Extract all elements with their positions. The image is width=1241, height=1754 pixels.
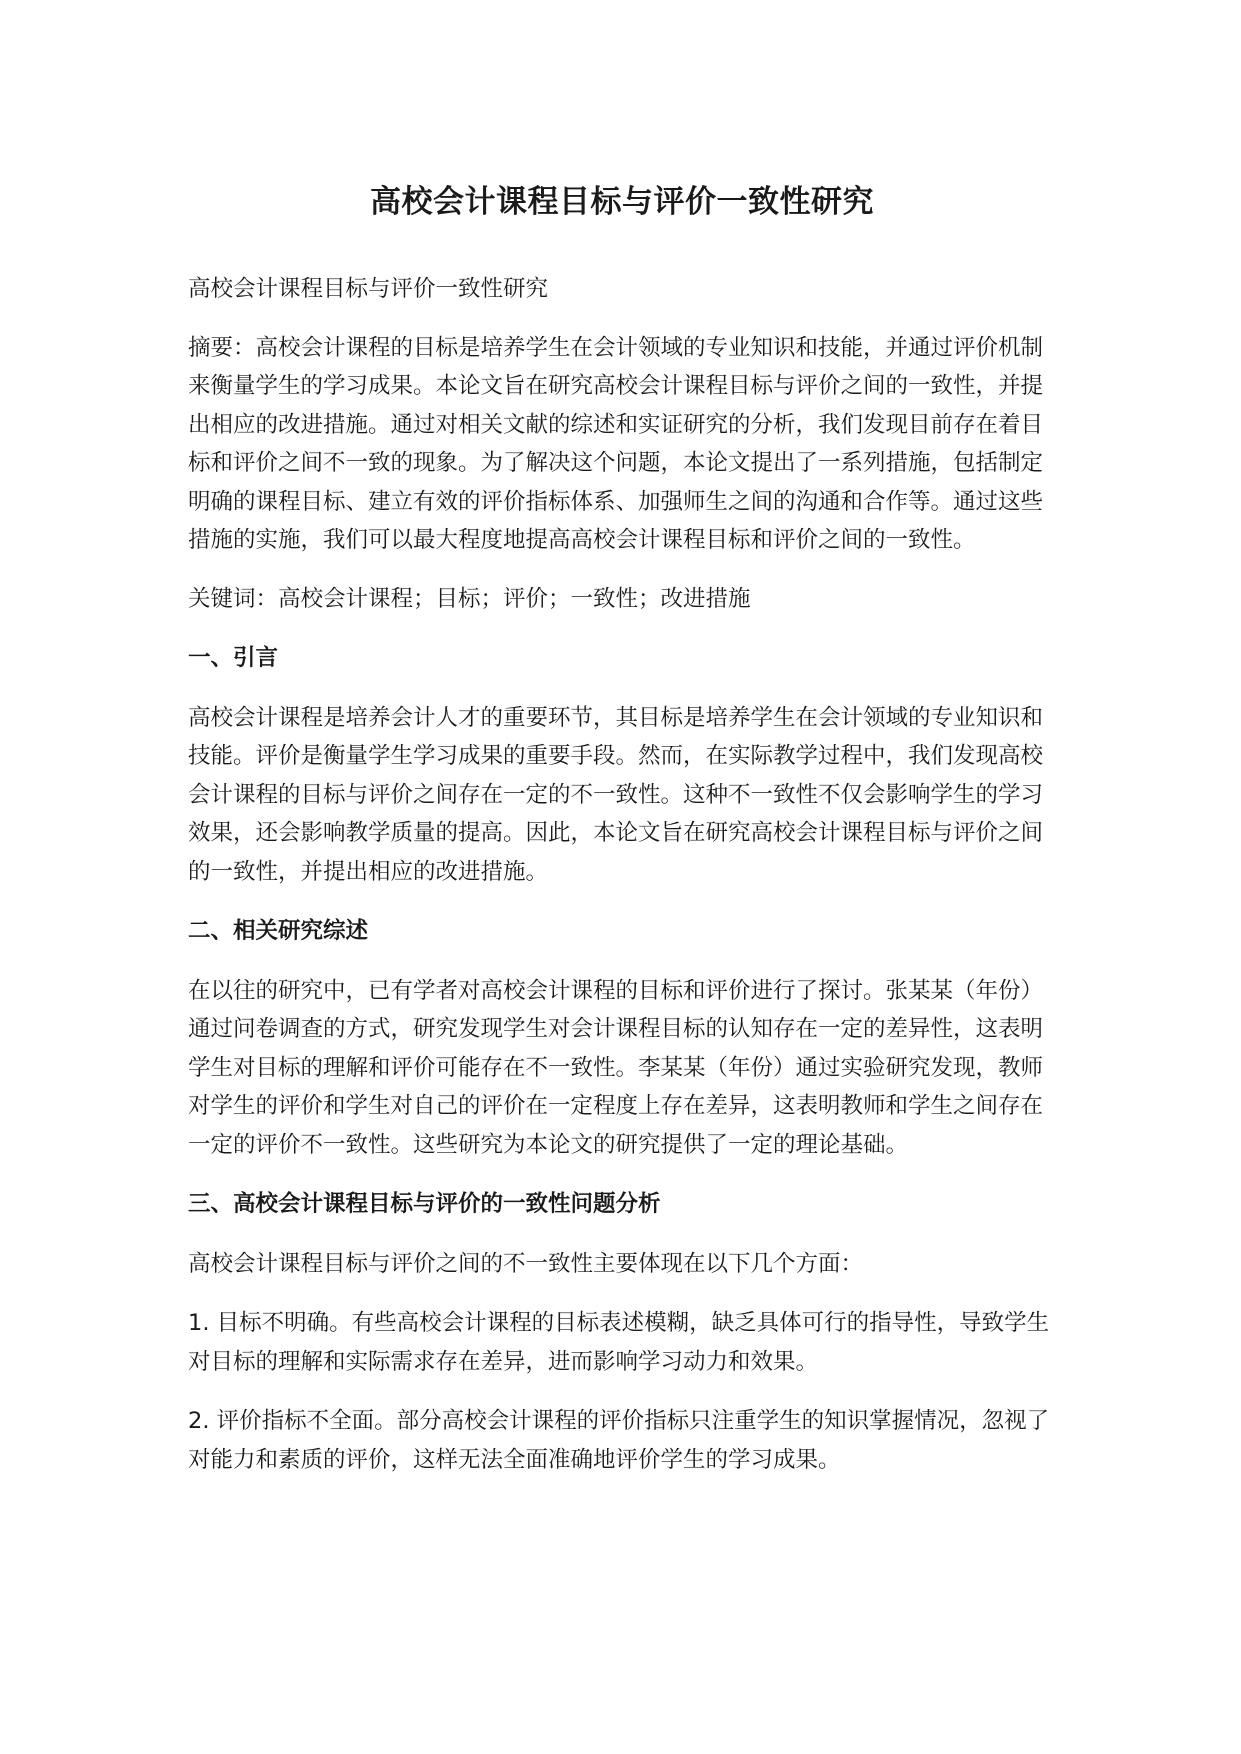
literature-review-paragraph: 在以往的研究中，已有学者对高校会计课程的目标和评价进行了探讨。张某某（年份）通过问卷调查的方式，研究发现学生对会计课程目标的认知存在一定的差异性，这表明学生对目标的理解和评价可能存在不一致性。李某某（年份）通过实验研究发现，教师对学生的评价和学生对自己的评价在一定程度上存在差异，这表明教师和学生之间存在一定的评价不一致性。这些研究为本论文的研究提供了一定的理论基础。: [188, 977, 1044, 1158]
problem-item-1: 1. 目标不明确。有些高校会计课程的目标表述模糊，缺乏具体可行的指导性，导致学生对目标的理解和实际需求存在差异，进而影响学习动力和效果。: [188, 1310, 1050, 1375]
document-subtitle: 高校会计课程目标与评价一致性研究: [188, 276, 549, 302]
keywords-line: 关键词：高校会计课程；目标；评价；一致性；改进措施: [188, 585, 751, 612]
section-heading-literature-review: 二、相关研究综述: [188, 918, 369, 944]
introduction-paragraph: 高校会计课程是培养会计人才的重要环节，其目标是培养学生在会计领域的专业知识和技能。评价是衡量学生学习成果的重要手段。然而，在实际教学过程中，我们发现高校会计课程的目标与评价之间存在一定的不一致性。这种不一致性不仅会影响学生的学习效果，还会影响教学质量的提高。因此，本论文旨在研究高校会计课程目标与评价之间的一致性，并提出相应的改进措施。: [188, 704, 1044, 885]
abstract-paragraph: 摘要：高校会计课程的目标是培养学生在会计领域的专业知识和技能，并通过评价机制来衡量学生的学习成果。本论文旨在研究高校会计课程目标与评价之间的一致性，并提出相应的改进措施。通过对相关文献的综述和实证研究的分析，我们发现目前存在着目标和评价之间不一致的现象。为了解决这个问题，本论文提出了一系列措施，包括制定明确的课程目标、建立有效的评价指标体系、加强师生之间的沟通和合作等。通过这些措施的实施，我们可以最大程度地提高高校会计课程目标和评价之间的一致性。: [188, 334, 1044, 553]
document-body: [188, 270, 1056, 1479]
section-heading-problem-analysis: 三、高校会计课程目标与评价的一致性问题分析: [188, 1191, 661, 1217]
problem-item-2: 2. 评价指标不全面。部分高校会计课程的评价指标只注重学生的知识掌握情况，忽视了对能力和素质的评价，这样无法全面准确地评价学生的学习成果。: [188, 1408, 1050, 1473]
section-heading-introduction: 一、引言: [188, 645, 279, 671]
problem-analysis-intro: 高校会计课程目标与评价之间的不一致性主要体现在以下几个方面：: [188, 1250, 864, 1277]
document-title: 高校会计课程目标与评价一致性研究: [370, 184, 874, 220]
